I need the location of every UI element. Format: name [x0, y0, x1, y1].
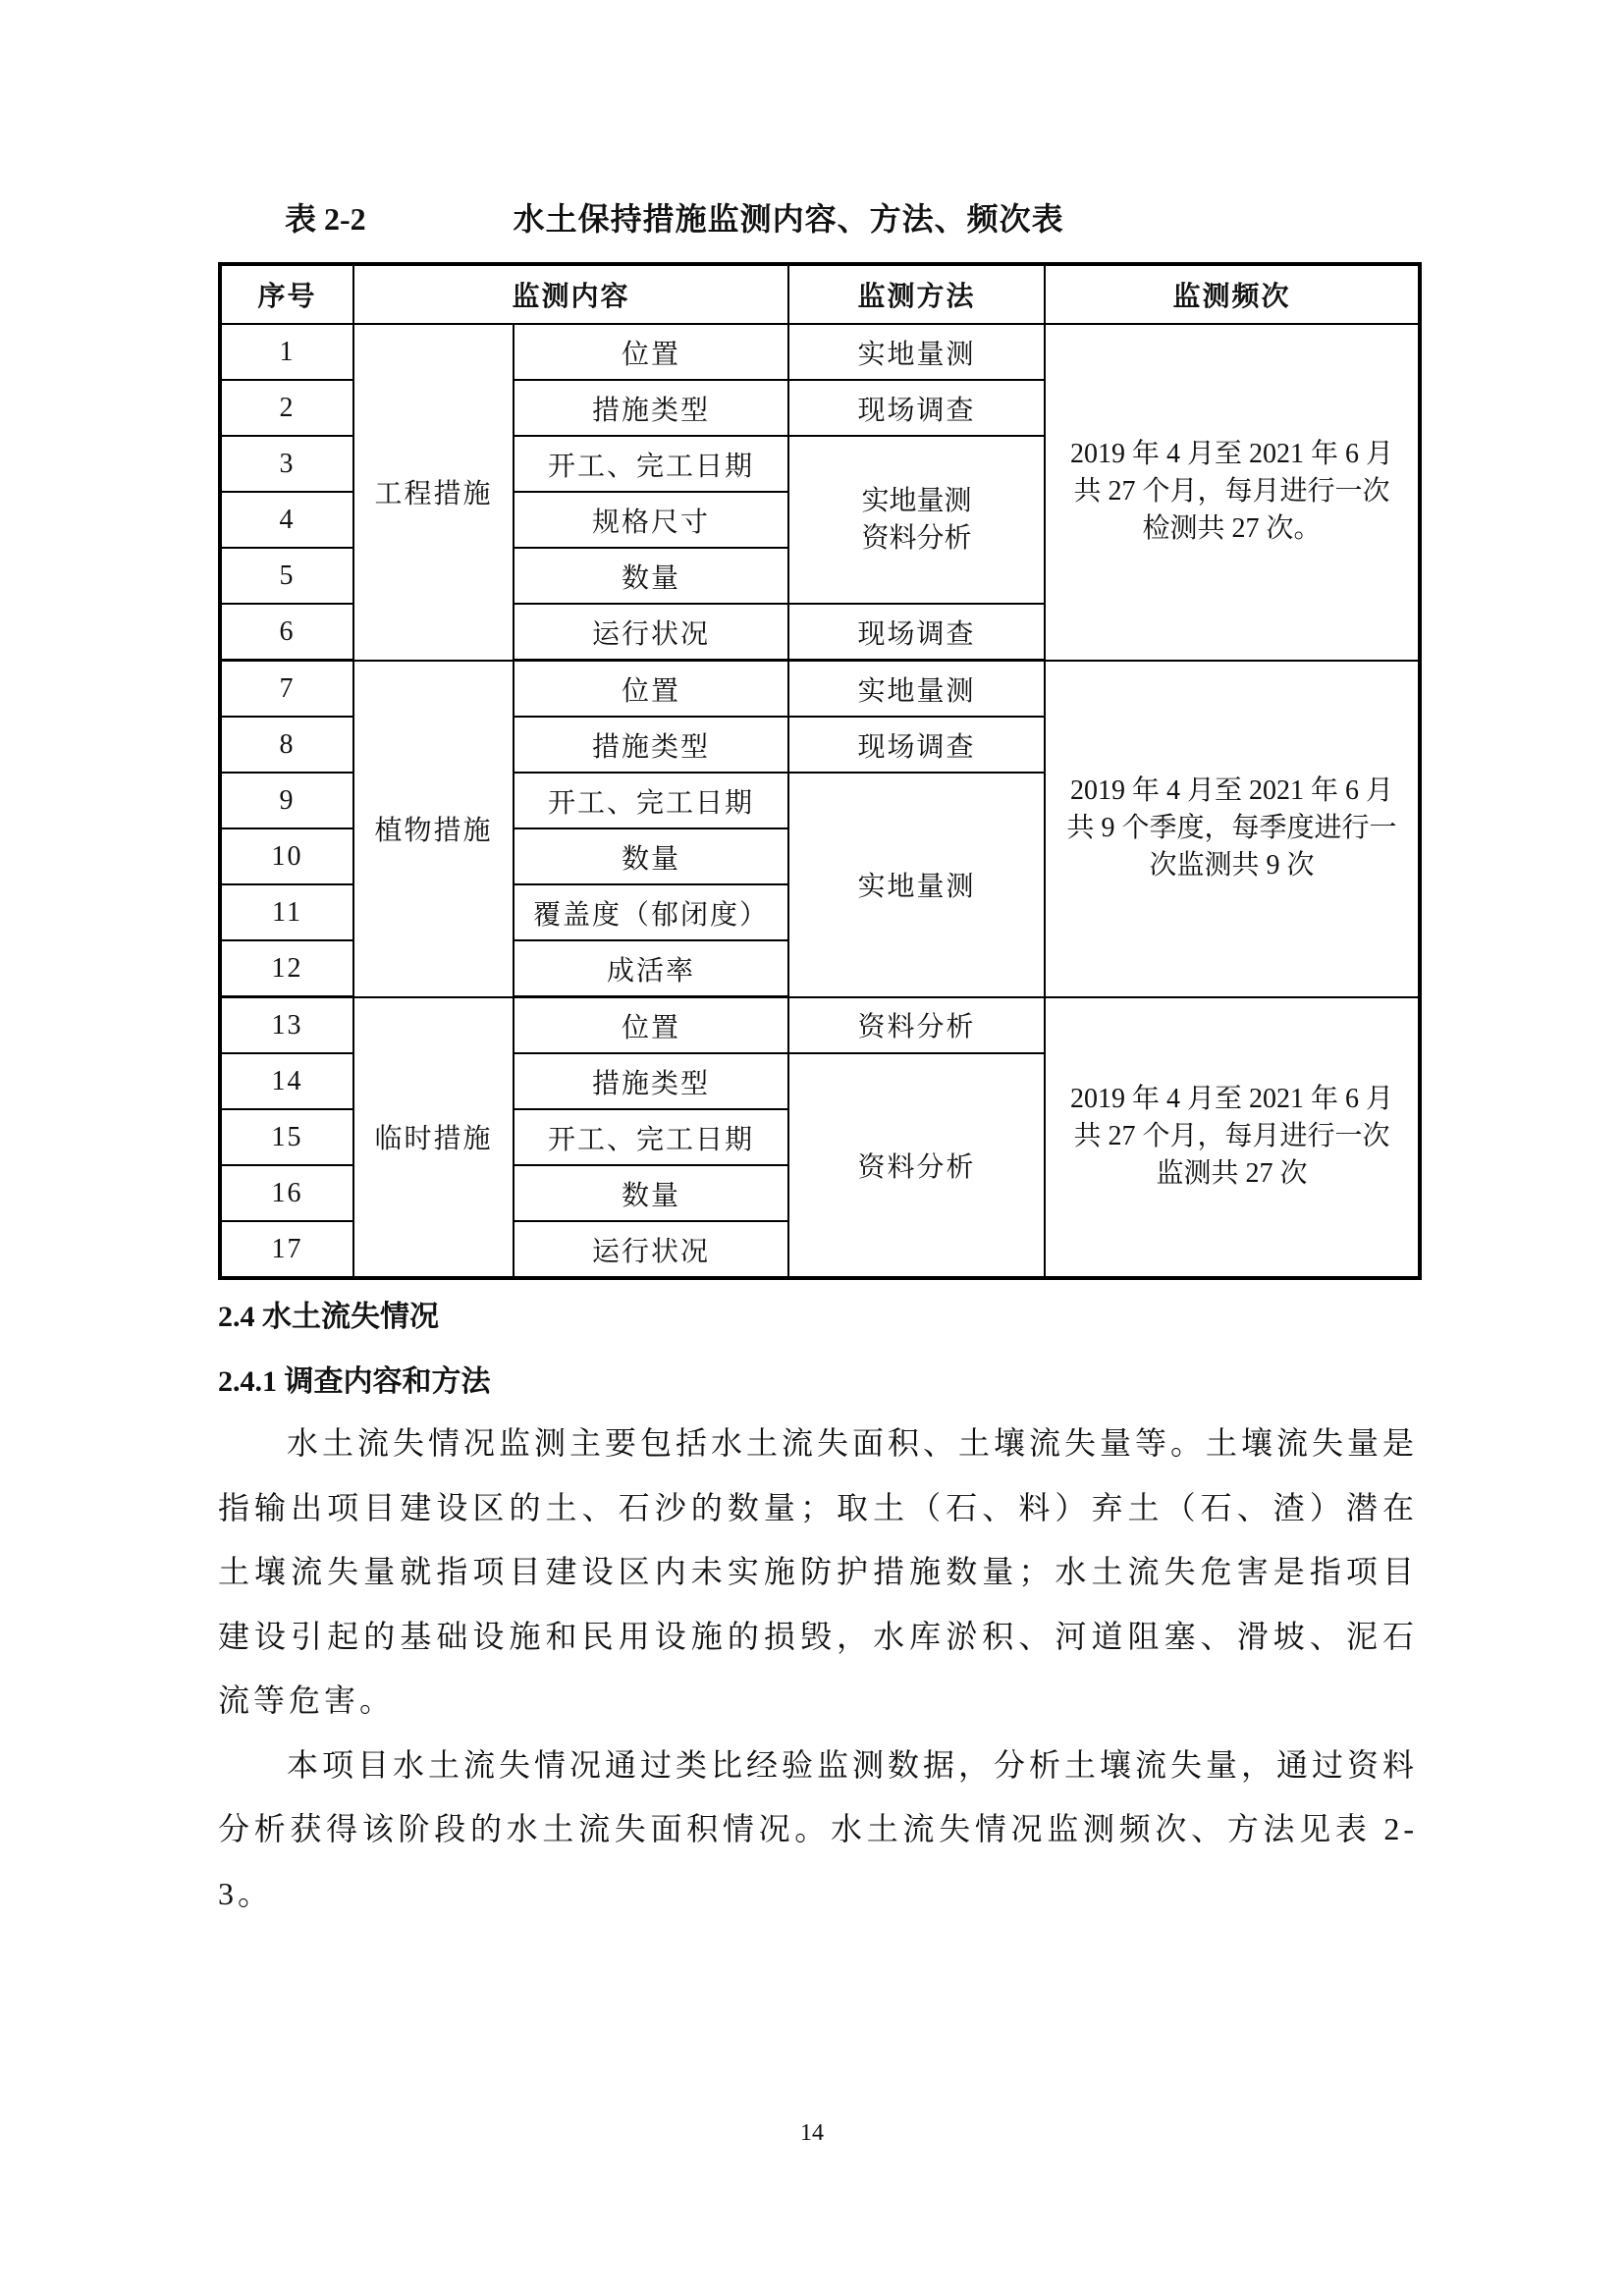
- row-no: 4: [220, 492, 353, 548]
- item-cell: 覆盖度（郁闭度）: [514, 884, 788, 940]
- row-no: 1: [220, 324, 353, 380]
- table-row: [220, 661, 1420, 718]
- frequency-cell: [1045, 997, 1420, 1279]
- item-cell: 数量: [514, 828, 788, 884]
- method-line: 实地量测: [861, 485, 972, 516]
- row-no: 11: [220, 884, 353, 940]
- row-no: 5: [220, 548, 353, 604]
- page-content: [218, 194, 1418, 1926]
- item-cell: 位置: [514, 997, 788, 1054]
- method-cell: 资料分析: [788, 1053, 1045, 1278]
- header-no: 序号: [220, 264, 353, 324]
- item-cell: 开工、完工日期: [514, 1109, 788, 1165]
- monitoring-table: [218, 262, 1422, 1280]
- frequency-line: 共 27 个月，每月进行一次: [1073, 1121, 1390, 1152]
- header-content: 监测内容: [353, 264, 788, 324]
- item-cell: 成活率: [514, 940, 788, 997]
- row-no: 2: [220, 380, 353, 436]
- item-cell: 运行状况: [514, 1221, 788, 1278]
- table-row: [220, 324, 1420, 380]
- item-cell: 措施类型: [514, 717, 788, 773]
- frequency-line: 次监测共 9 次: [1149, 850, 1315, 881]
- frequency-line: 检测共 27 次。: [1142, 513, 1322, 545]
- method-cell: [788, 436, 1045, 604]
- row-no: 3: [220, 436, 353, 492]
- body-paragraph: 水土流失情况监测主要包括水土流失面积、土壤流失量等。土壤流失量是指输出项目建设区的土、石沙的数量；取土（石、料）弃土（石、渣）潜在土壤流失量就指项目建设区内未实施防护措施数量；水土流失危害是指项目建设引起的基础设施和民用设施的损毁，水库淤积、河道阻塞、滑坡、泥石流等危害。: [218, 1425, 1419, 1718]
- body-paragraph: 本项目水土流失情况通过类比经验监测数据，分析土壤流失量，通过资料分析获得该阶段的水土流失面积情况。水土流失情况监测频次、方法见表 2-3。: [218, 1746, 1419, 1911]
- frequency-cell: [1045, 661, 1420, 997]
- row-no: 6: [220, 604, 353, 661]
- header-frequency: 监测频次: [1045, 264, 1420, 324]
- item-cell: 开工、完工日期: [514, 436, 788, 492]
- method-cell: 实地量测: [788, 773, 1045, 997]
- item-cell: 运行状况: [514, 604, 788, 661]
- frequency-line: 监测共 27 次: [1156, 1158, 1308, 1190]
- row-no: 7: [220, 661, 353, 718]
- frequency-line: 2019 年 4 月至 2021 年 6 月: [1070, 439, 1394, 470]
- method-cell: 实地量测: [788, 661, 1045, 718]
- page-number: 14: [800, 2120, 824, 2146]
- category-cell: 工程措施: [353, 324, 514, 661]
- item-cell: 位置: [514, 324, 788, 380]
- row-no: 9: [220, 773, 353, 828]
- item-cell: 措施类型: [514, 1053, 788, 1109]
- header-method: 监测方法: [788, 264, 1045, 324]
- row-no: 15: [220, 1109, 353, 1165]
- row-no: 12: [220, 940, 353, 997]
- method-cell: 实地量测: [788, 324, 1045, 380]
- row-no: 16: [220, 1165, 353, 1221]
- row-no: 10: [220, 828, 353, 884]
- item-cell: 位置: [514, 661, 788, 718]
- row-no: 8: [220, 717, 353, 773]
- row-no: 14: [220, 1053, 353, 1109]
- method-cell: 现场调查: [788, 717, 1045, 773]
- frequency-line: 2019 年 4 月至 2021 年 6 月: [1070, 775, 1394, 806]
- frequency-line: 2019 年 4 月至 2021 年 6 月: [1070, 1084, 1394, 1115]
- table-header-row: [220, 264, 1420, 324]
- row-no: 13: [220, 997, 353, 1054]
- frequency-cell: [1045, 324, 1420, 661]
- method-cell: 现场调查: [788, 380, 1045, 436]
- method-cell: 现场调查: [788, 604, 1045, 661]
- item-cell: 开工、完工日期: [514, 773, 788, 828]
- item-cell: 措施类型: [514, 380, 788, 436]
- method-line: 资料分析: [861, 522, 972, 554]
- method-cell: 资料分析: [788, 997, 1045, 1054]
- table-title: 水土保持措施监测内容、方法、频次表: [513, 201, 1064, 237]
- subsection-heading: 2.4.1 调查内容和方法: [218, 1365, 491, 1398]
- category-cell: 临时措施: [353, 997, 514, 1279]
- category-cell: 植物措施: [353, 661, 514, 997]
- item-cell: 规格尺寸: [514, 492, 788, 548]
- frequency-line: 共 9 个季度，每季度进行一: [1066, 813, 1397, 843]
- table-row: [220, 997, 1420, 1054]
- item-cell: 数量: [514, 548, 788, 604]
- table-caption-row: [218, 194, 1418, 262]
- row-no: 17: [220, 1221, 353, 1278]
- table-caption-number: 表 2-2: [285, 201, 366, 237]
- item-cell: 数量: [514, 1165, 788, 1221]
- frequency-line: 共 27 个月，每月进行一次: [1073, 476, 1390, 507]
- section-heading: 2.4 水土流失情况: [218, 1301, 439, 1333]
